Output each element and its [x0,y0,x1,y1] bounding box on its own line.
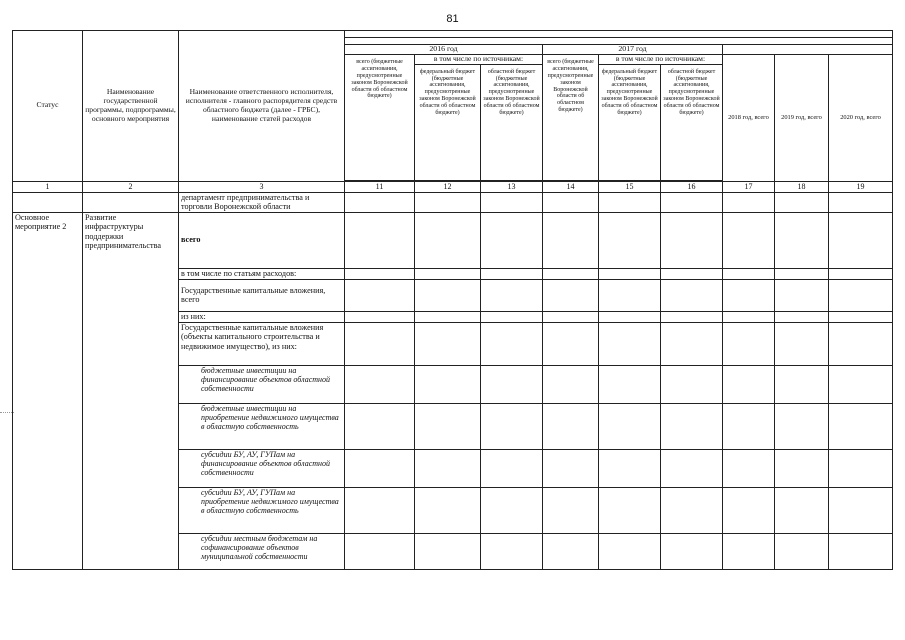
row-subs-acquisition: субсидии БУ, АУ, ГУПам на приобретение недвижимого имущества в областную собственность [179,487,345,533]
row-of-which: из них: [179,311,345,322]
column-number: 15 [599,181,661,192]
table-row [13,212,893,268]
header-federal-2017: федеральный бюджет (бюджетные ассигнования, предусмотренные законом Воронежской области об областном бюджете) [599,64,661,180]
column-number: 16 [661,181,723,192]
header-total-2016: всего (бюджетные ассигнования, предусмотренные законом Воронежской области об областном бюджете) [345,54,415,180]
row-capital: Государственные капитальные вложения, всего [179,279,345,311]
row-status: Основное мероприятие 2 [13,212,83,569]
row-capital-objects: Государственные капитальные вложения (объекты капитального строительства и недвижимое имущество), из них: [179,322,345,365]
header-2020: 2020 год, всего [829,54,893,181]
column-number: 1 [13,181,83,192]
table-row [13,192,893,212]
header-status: Статус [13,31,83,182]
header-federal-2016: федеральный бюджет (бюджетные ассигнования, предусмотренные законом Воронежской области об областном бюджете) [415,64,481,180]
header-year-2017: 2017 год [543,45,723,55]
header-responsible: Наименование ответственного исполнителя, исполнителя - главного распорядителя средств областного бюджета (далее - ГРБС), наименование статей расходов [179,31,345,182]
row-subs-local: субсидии местным бюджетам на софинансирование объектов муниципальной собственности [179,533,345,569]
header-total-2017: всего (бюджетные ассигнования, предусмотренные законом Воронежской области об областном бюджете) [543,54,599,180]
header-2018: 2018 год, всего [723,54,775,181]
row-department: департамент предпринимательства и торговли Воронежской области [179,192,345,212]
column-number: 2 [83,181,179,192]
row-inv-acquisition: бюджетные инвестиции на приобретение недвижимого имущества в областную собственность [179,403,345,449]
column-number: 14 [543,181,599,192]
row-inv-financing: бюджетные инвестиции на финансирование объектов областной собственности [179,365,345,403]
header-including-2017: в том числе по источникам: [599,54,723,64]
column-number: 12 [415,181,481,192]
column-number: 3 [179,181,345,192]
row-program: Развитие инфраструктуры поддержки предпринимательства [83,212,179,569]
column-number: 19 [829,181,893,192]
header-blank-band [345,38,893,45]
header-blank-cell [723,45,893,55]
header-year-2016: 2016 год [345,45,543,55]
header-blank-band [345,31,893,38]
column-number: 17 [723,181,775,192]
column-number: 11 [345,181,415,192]
column-number: 18 [775,181,829,192]
page-number: 81 [446,13,459,25]
column-numbers-row [13,181,893,192]
header-regional-2016: областной бюджет (бюджетные ассигнования, предусмотренные законом Воронежской области об областном бюджете) [481,64,543,180]
row-total: всего [179,212,345,268]
header-program: Наименование государственной программы, подпрограммы, основного мероприятия [83,31,179,182]
header-including-2016: в том числе по источникам: [415,54,543,64]
header-2019: 2019 год, всего [775,54,829,181]
row-subs-financing: субсидии БУ, АУ, ГУПам на финансирование объектов областной собственности [179,449,345,487]
row-by-articles: в том числе по статьям расходов: [179,268,345,279]
column-number: 13 [481,181,543,192]
header-regional-2017: областной бюджет (бюджетные ассигнования, предусмотренные законом Воронежской области об областном бюджете) [661,64,723,180]
budget-table [12,30,893,570]
